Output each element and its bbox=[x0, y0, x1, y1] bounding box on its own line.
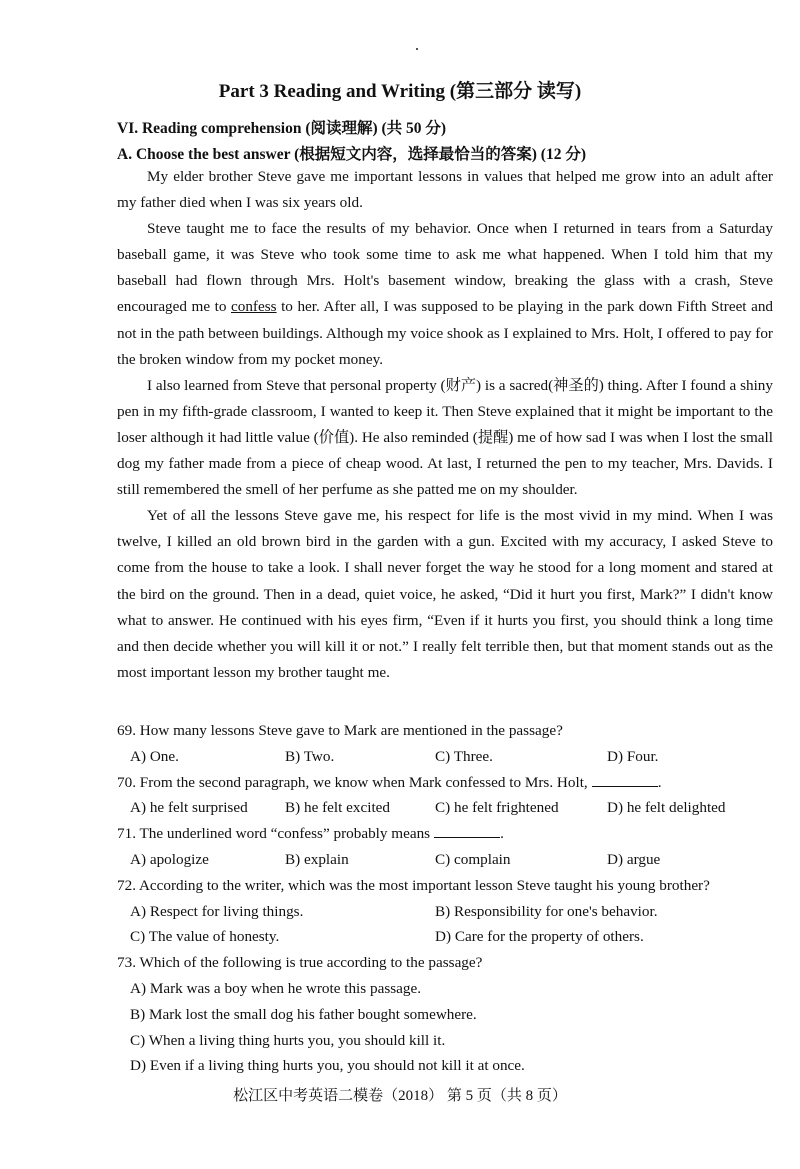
question-69-options bbox=[117, 744, 777, 770]
question-71 bbox=[117, 821, 777, 847]
page-footer: 松江区中考英语二模卷（2018） 第 5 页（共 8 页） bbox=[233, 1088, 567, 1104]
q69-option-d: D) Four. bbox=[607, 747, 659, 765]
question-73: 73. Which of the following is true according to the passage? bbox=[117, 954, 483, 972]
passage-paragraph-1: My elder brother Steve gave me important lessons in values that helped me grow into an adult after my father died when I was six years old. bbox=[117, 168, 773, 212]
q71-stem: 71. The underlined word “confess” probably means bbox=[117, 825, 431, 843]
answer-blank bbox=[434, 825, 500, 838]
q71-option-a: A) apologize bbox=[130, 850, 209, 868]
q73-option-c: C) When a living thing hurts you, you should kill it. bbox=[130, 1031, 446, 1049]
q72-option-d: D) Care for the property of others. bbox=[435, 928, 644, 946]
subsection-heading: A. Choose the best answer (根据短文内容，选择最恰当的答案) (12 分) bbox=[117, 146, 586, 163]
section-heading: VI. Reading comprehension (阅读理解) (共 50 分) bbox=[117, 120, 447, 137]
q71-option-b: B) explain bbox=[285, 850, 349, 868]
question-70-options bbox=[117, 795, 777, 821]
q69-option-b: B) Two. bbox=[285, 747, 335, 765]
q72-option-b: B) Responsibility for one's behavior. bbox=[435, 902, 658, 920]
question-72-options-row-2 bbox=[117, 924, 777, 950]
q70-option-c: C) he felt frightened bbox=[435, 799, 559, 817]
question-72: 72. According to the writer, which was the most important lesson Steve taught his young brother? bbox=[117, 876, 710, 894]
reading-passage bbox=[117, 164, 773, 686]
passage-paragraph-3: I also learned from Steve that personal property (财产) is a sacred(神圣的) thing. After I found a shiny pen in my fifth-grade classroom, I wanted to keep it. Then Steve explained that it might be important to the loser although it had little value (价值). He also reminded (提醒) me of how sad I was when I lost the small dog my father made from a piece of cheap wood. At last, I returned the pen to my teacher, Mrs. Davids. I still remembered the smell of her perfume as she patted me on my shoulder. bbox=[117, 376, 773, 499]
answer-blank bbox=[592, 774, 658, 787]
underlined-word-confess: confess bbox=[230, 298, 277, 316]
q69-option-c: C) Three. bbox=[435, 747, 493, 765]
passage-paragraph-2-after: to her. After all, I was supposed to be playing in the park down Fifth Street and not in the path between buildings. Although my voice shook as I explained to Mrs. Holt, I offered to pay for the broken window from my pocket money. bbox=[117, 298, 774, 368]
q70-option-d: D) he felt delighted bbox=[607, 799, 726, 817]
q71-end: . bbox=[500, 825, 504, 843]
scan-speck bbox=[416, 48, 418, 50]
question-70 bbox=[117, 770, 777, 796]
question-72-options-row-1 bbox=[117, 899, 777, 925]
passage-paragraph-2-before: Steve taught me to face the results of my behavior. Once when I returned in tears from a Saturday baseball game, it was Steve who took some time to ask me what happened. When I told him that my baseball had flown through Mrs. Holt's basement window, breaking the glass with a crash, Steve encouraged me to bbox=[117, 220, 773, 316]
q73-option-d: D) Even if a living thing hurts you, you should not kill it at once. bbox=[130, 1057, 525, 1075]
passage-paragraph-2 bbox=[117, 216, 773, 373]
questions-block bbox=[117, 718, 777, 1079]
page-title: Part 3 Reading and Writing (第三部分 读写) bbox=[218, 81, 582, 102]
q73-option-b: B) Mark lost the small dog his father bought somewhere. bbox=[130, 1005, 477, 1023]
q70-option-a: A) he felt surprised bbox=[130, 799, 248, 817]
question-71-options bbox=[117, 847, 777, 873]
question-69: 69. How many lessons Steve gave to Mark are mentioned in the passage? bbox=[117, 722, 563, 739]
passage-paragraph-4: Yet of all the lessons Steve gave me, his respect for life is the most vivid in my mind. When I was twelve, I killed an old brown bird in the garden with a gun. Excited with my accuracy, I asked Steve to come from the house to take a look. I shall never forget the way he stood for a long moment and stared at the bird on the ground. Then in a dead, quiet voice, he asked, “Did it hurt you first, Mark?” I didn't know what to answer. He continued with his eyes firm, “Even if it hurts you first, you should think a long time and then decide whether you will kill it or not.” I really felt terrible then, but that moment stands out as the most important lesson my brother taught me. bbox=[117, 507, 773, 681]
q70-option-b: B) he felt excited bbox=[285, 799, 390, 817]
q72-option-c: C) The value of honesty. bbox=[130, 928, 280, 946]
q73-option-a: A) Mark was a boy when he wrote this passage. bbox=[130, 979, 422, 997]
q70-end: . bbox=[657, 773, 662, 791]
q69-option-a: A) One. bbox=[130, 747, 179, 765]
q71-option-c: C) complain bbox=[435, 850, 511, 868]
q71-option-d: D) argue bbox=[607, 850, 661, 868]
q72-option-a: A) Respect for living things. bbox=[130, 902, 304, 920]
q70-stem: 70. From the second paragraph, we know when Mark confessed to Mrs. Holt, bbox=[117, 773, 588, 791]
